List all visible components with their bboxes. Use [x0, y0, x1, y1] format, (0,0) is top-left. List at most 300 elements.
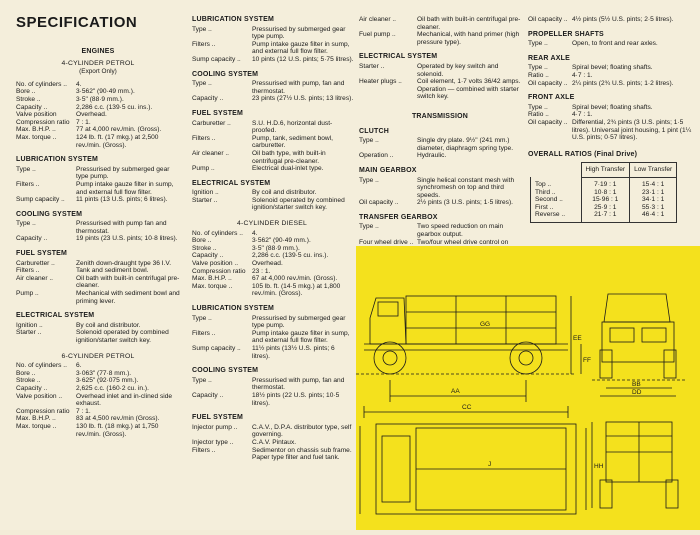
spec-value: 2¼ pints (2¾ U.S. pints; 1·2 litres). — [572, 79, 674, 87]
spec-key: Operation .. — [359, 152, 394, 160]
spec-value: Sedimentor on chassis sub frame. Paper type filter and fuel tank. — [252, 446, 352, 462]
ratio-low: 55·3 : 1 — [630, 204, 677, 212]
spec-list — [14, 322, 182, 345]
spec-value: 7 : 1. — [76, 407, 91, 415]
spec-list — [357, 16, 523, 46]
spec-value: Tank and sediment bowl. — [76, 267, 149, 275]
spec-row — [190, 447, 354, 462]
spec-list — [357, 137, 523, 160]
spec-row — [357, 177, 523, 200]
spec-row — [357, 137, 523, 152]
spec-key: Sump capacity .. — [16, 196, 65, 204]
spec-key: Valve position — [16, 111, 57, 119]
spec-key: Heater plugs .. — [359, 78, 402, 86]
spec-key: Air cleaner .. — [16, 274, 54, 282]
spec-key: Air cleaner .. — [192, 149, 230, 157]
spec-key: Ignition .. — [16, 321, 43, 329]
spec-key: Type .. — [192, 25, 212, 33]
ratio-row — [531, 196, 677, 204]
ratio-low: 34·1 : 1 — [630, 196, 677, 204]
spec-key: Sump capacity .. — [192, 344, 241, 352]
spec-row — [526, 119, 696, 142]
spec-list — [190, 424, 354, 462]
spec-value: 77 at 4,000 rev./min. (Gross). — [76, 126, 162, 134]
spec-key: Bore .. — [16, 369, 36, 377]
column-2 — [190, 16, 354, 462]
spec-value: 23 pints (27½ U.S. pints; 13 litres). — [252, 95, 354, 103]
spec-row — [190, 230, 354, 238]
spec-row — [14, 111, 182, 119]
spec-row — [14, 408, 182, 416]
spec-row — [526, 64, 696, 72]
spec-value: Oil bath type, with built-in centrifugal pre-cleaner. — [252, 149, 326, 165]
spec-value: Spiral bevel; floating shafts. — [572, 64, 653, 72]
spec-value: Pressurised with pump fan and thermostat. — [76, 220, 167, 235]
spec-row — [14, 267, 182, 275]
spec-value: 3·5" (88·9 mm.). — [252, 244, 300, 252]
spec-value: 10 pints (12 U.S. pints; 5·75 litres). — [252, 55, 354, 63]
ratio-row — [531, 211, 677, 222]
spec-row — [526, 111, 696, 119]
spec-row — [190, 275, 354, 283]
spec-key: Stroke .. — [16, 95, 41, 103]
section-overall-ratios: OVERALL RATIOS (Final Drive) — [528, 150, 638, 158]
spec-key: Pump .. — [16, 290, 39, 298]
spec-row — [357, 152, 523, 160]
spec-row — [14, 415, 182, 423]
spec-list — [526, 64, 696, 87]
spec-value: Two speed reduction on main gearbox output. — [417, 223, 504, 239]
dim-label: BB — [632, 381, 641, 388]
spec-row — [14, 96, 182, 104]
spec-value: 4½ pints (5½ U.S. pints; 2·5 litres). — [572, 16, 674, 23]
spec-key: Type .. — [528, 40, 548, 48]
ratio-header-high: High Transfer — [581, 163, 630, 178]
spec-key: Type .. — [359, 176, 379, 184]
spec-key: Filters .. — [16, 267, 40, 275]
ratio-header-low: Low Transfer — [630, 163, 677, 178]
spec-value: 4·7 : 1. — [572, 71, 593, 79]
spec-value: Hydraulic. — [417, 152, 447, 160]
section-electrical: ELECTRICAL SYSTEM — [359, 53, 438, 61]
spec-list — [190, 230, 354, 298]
spec-value: 23 : 1. — [252, 267, 271, 275]
spec-key: Type .. — [16, 165, 36, 173]
spec-key: Type .. — [192, 314, 212, 322]
section-electrical: ELECTRICAL SYSTEM — [16, 312, 95, 320]
section-petrol6: 6-CYLINDER PETROL — [61, 352, 135, 360]
spec-key: Type .. — [192, 80, 212, 88]
spec-row — [357, 63, 523, 78]
spec-row — [190, 120, 354, 135]
spec-row — [14, 235, 182, 243]
spec-row — [14, 260, 182, 268]
spec-key: Max. torque .. — [192, 282, 233, 290]
spec-row — [190, 95, 354, 103]
spec-row — [190, 424, 354, 439]
spec-value: Pressurised with pump, fan and thermostat. — [252, 376, 345, 392]
spec-row — [14, 393, 182, 408]
spec-key: Type .. — [528, 64, 548, 72]
spec-key: Filters .. — [16, 180, 40, 188]
spec-row — [526, 72, 696, 80]
spec-value: 4·7 : 1. — [572, 111, 593, 119]
spec-row — [526, 104, 696, 112]
spec-value: Differential, 2¾ pints (3 U.S. pints; 1·5 litres). Universal joint housing, 1 pint (1¼ U.S. pints; 0·57 litres). — [572, 118, 692, 142]
spec-row — [190, 283, 354, 298]
spec-value: Overhead. — [252, 260, 283, 268]
spec-key: Capacity .. — [192, 252, 224, 260]
spec-list — [14, 166, 182, 204]
spec-row — [14, 290, 182, 305]
ratio-gear: Second .. — [531, 196, 582, 204]
ratio-gear: Reverse .. — [531, 211, 582, 222]
spec-row — [14, 81, 182, 89]
section-fuel: FUEL SYSTEM — [16, 250, 68, 258]
ratio-table-body — [531, 177, 677, 222]
spec-row — [190, 439, 354, 447]
section-transmission: TRANSMISSION — [411, 112, 469, 120]
spec-row — [14, 377, 182, 385]
spec-value: Solenoid operated by combined ignition/starter switch key. — [252, 196, 345, 212]
spec-row — [190, 377, 354, 392]
spec-value: 7 : 1. — [76, 118, 91, 126]
spec-row — [190, 392, 354, 407]
spec-value: By coil and distributor. — [252, 189, 317, 197]
spec-key: Valve position .. — [16, 392, 63, 400]
section-rear-axle: REAR AXLE — [528, 54, 570, 62]
spec-list — [190, 189, 354, 212]
spec-row — [357, 31, 523, 46]
spec-value: Pump intake gauze filter in sump, and external full flow filter. — [252, 329, 350, 345]
spec-row — [14, 322, 182, 330]
spec-value: 11 pints (13 U.S. pints; 6 litres). — [76, 196, 168, 204]
spec-key: Injector pump .. — [192, 423, 238, 431]
spec-value: 4. — [76, 80, 82, 88]
spec-key: No. of cylinders .. — [192, 229, 243, 237]
spec-row — [190, 260, 354, 268]
spec-value: 2,286 c.c. (139·5 cu. ins.). — [252, 252, 329, 260]
spec-row — [14, 220, 182, 235]
dim-label: CC — [462, 404, 472, 411]
spec-key: Carburetter .. — [16, 259, 55, 267]
spec-value: Pressurised by submerged gear type pump. — [252, 314, 346, 330]
spec-list — [526, 104, 696, 142]
spec-key: Oil capacity .. — [359, 199, 399, 207]
spec-row — [190, 245, 354, 253]
column-3 — [357, 16, 523, 254]
section-propeller-shafts: PROPELLER SHAFTS — [528, 30, 604, 38]
ratio-row — [531, 189, 677, 197]
spec-value: Mechanical with sediment bowl and priming lever. — [76, 290, 180, 305]
spec-value: C.A.V. Pintaux. — [252, 438, 297, 446]
ratio-header-blank — [531, 163, 582, 178]
spec-value: 18½ pints (22 U.S. pints; 10·5 litres). — [252, 391, 340, 407]
spec-key: No. of cylinders .. — [16, 362, 67, 370]
top-view — [360, 424, 586, 514]
spec-value: 3·063" (77·8 mm.). — [76, 369, 132, 377]
spec-key: Compression ratio — [16, 407, 70, 415]
spec-row — [14, 423, 182, 438]
spec-value: 124 lb. ft. (17 mkg.) at 2,500 rev./min. (Gross). — [76, 133, 159, 149]
ratio-gear: Top .. — [531, 177, 582, 188]
spec-key: Type .. — [359, 223, 379, 231]
ratio-high: 7·19 : 1 — [581, 177, 630, 188]
dim-label: FF — [583, 357, 591, 364]
spec-value: Pump intake gauze filter in sump, and external full flow filter. — [76, 180, 174, 196]
spec-key: Oil capacity .. — [528, 16, 568, 23]
spec-list — [357, 63, 523, 101]
spec-key: Type .. — [16, 220, 36, 228]
dim-label: AA — [451, 388, 460, 395]
ratio-row — [531, 177, 677, 188]
spec-row — [14, 88, 182, 96]
section-transfer-gearbox: TRANSFER GEARBOX — [359, 213, 438, 221]
section-electrical: ELECTRICAL SYSTEM — [192, 179, 271, 187]
section-lubrication: LUBRICATION SYSTEM — [192, 16, 275, 23]
spec-row — [190, 26, 354, 41]
spec-list — [14, 81, 182, 149]
spec-value: Operated by key switch and solenoid. — [417, 62, 499, 78]
spec-list — [190, 26, 354, 64]
spec-key: Type .. — [359, 137, 379, 145]
spec-value: 3·562" (90·49 mm.). — [76, 88, 135, 96]
spec-value: 19 pints (23 U.S. pints; 10·8 litres). — [76, 235, 178, 243]
spec-row — [526, 80, 696, 88]
spec-list — [190, 80, 354, 103]
spec-row — [190, 56, 354, 64]
spec-key: Filters .. — [192, 134, 216, 142]
spec-key: Ratio .. — [528, 111, 549, 119]
spec-value: Single dry plate. 9½" (241 mm.) diameter, diaphragm spring type. — [417, 137, 514, 152]
section-cooling: COOLING SYSTEM — [192, 367, 259, 375]
spec-row — [190, 197, 354, 212]
spec-key: Fuel pump .. — [359, 31, 396, 39]
spec-key: Carburetter .. — [192, 119, 231, 127]
dim-label: EE — [573, 335, 582, 342]
page-title: SPECIFICATION — [16, 14, 138, 31]
spec-value: Pump intake gauze filter in sump, and external full flow filter. — [252, 40, 350, 56]
spec-row — [14, 275, 182, 290]
ratio-low: 15·4 : 1 — [630, 177, 677, 188]
ratio-high: 21·7 : 1 — [581, 211, 630, 222]
spec-value: Pressurised by submerged gear type pump. — [252, 25, 346, 41]
spec-row — [190, 135, 354, 150]
spec-value: Spiral bevel; floating shafts. — [572, 103, 653, 111]
spec-value: 6. — [76, 362, 82, 370]
spec-value: 11½ pints (13½ U.S. pints; 6 litres). — [252, 344, 335, 360]
spec-key: Oil capacity .. — [528, 79, 568, 87]
spec-list — [357, 177, 523, 207]
spec-row — [190, 165, 354, 173]
dim-label: GG — [480, 321, 491, 328]
dim-label: HH — [594, 463, 604, 470]
spec-row — [14, 362, 182, 370]
spec-list — [190, 377, 354, 407]
spec-list — [190, 120, 354, 173]
vehicle-dimension-drawing — [356, 246, 700, 530]
overall-ratios-table — [530, 162, 677, 223]
spec-row — [14, 119, 182, 127]
column-1 — [14, 14, 182, 438]
spec-row — [190, 189, 354, 197]
spec-row — [14, 385, 182, 393]
dim-label: J — [488, 461, 492, 468]
spec-row — [14, 329, 182, 344]
spec-key: Filters .. — [192, 329, 216, 337]
spec-row — [526, 16, 696, 24]
spec-row — [357, 199, 523, 207]
spec-key: Injector type .. — [192, 438, 234, 446]
spec-key: Capacity .. — [192, 95, 224, 103]
ratio-low: 23·1 : 1 — [630, 189, 677, 197]
spec-row — [14, 166, 182, 181]
spec-row — [190, 268, 354, 276]
spec-row — [14, 196, 182, 204]
ratio-gear: First .. — [531, 204, 582, 212]
spec-value: Coil element, 1·7 volts 36/42 amps. Operation — combined with starter switch key. — [417, 78, 521, 101]
spec-row — [526, 40, 696, 48]
spec-value: Zenith down-draught type 36 I.V. — [76, 259, 172, 267]
spec-value: Oil bath with built-in centrifugal pre-cleaner. — [417, 16, 521, 31]
spec-value: 105 lb. ft. (14·5 mkg.) at 1,800 rev./min. (Gross). — [252, 282, 341, 298]
spec-key: Stroke .. — [16, 377, 41, 385]
spec-value: 2½ pints (3 U.S. pints; 1·5 litres). — [417, 199, 514, 207]
spec-value: Overhead inlet and in-clined side exhaust. — [76, 392, 173, 408]
spec-key: Starter .. — [192, 196, 218, 204]
spec-key: Capacity .. — [16, 384, 48, 392]
spec-key: Max. torque .. — [16, 422, 57, 430]
section-lubrication: LUBRICATION SYSTEM — [16, 156, 99, 164]
section-petrol4: 4-CYLINDER PETROL — [61, 59, 135, 67]
spec-key: No. of cylinders .. — [16, 80, 67, 88]
spec-row — [190, 252, 354, 260]
spec-key: Pump .. — [192, 165, 215, 173]
spec-value: By coil and distributor. — [76, 321, 141, 329]
ratio-high: 15·96 : 1 — [581, 196, 630, 204]
section-fuel: FUEL SYSTEM — [192, 109, 244, 117]
section-cooling: COOLING SYSTEM — [192, 70, 259, 78]
spec-row — [357, 223, 523, 238]
section-lubrication: LUBRICATION SYSTEM — [192, 305, 275, 312]
spec-key: Max. B.H.P. .. — [16, 126, 56, 134]
spec-key: Stroke .. — [192, 244, 217, 252]
spec-value: Two/four wheel drive control on — [417, 238, 509, 246]
section-front-axle: FRONT AXLE — [528, 94, 575, 102]
spec-row — [190, 150, 354, 165]
spec-value: Mechanical, with hand primer (high pressure type). — [417, 31, 520, 46]
spec-key: Bore .. — [16, 88, 36, 96]
section-diesel4: 4-CYLINDER DIESEL — [237, 220, 307, 228]
spec-key: Ignition .. — [192, 189, 219, 197]
rear-view — [592, 422, 678, 508]
spec-value: 67 at 4,000 rev./min. (Gross). — [252, 275, 338, 283]
spec-key: Filters .. — [192, 446, 216, 454]
spec-key: Max. torque .. — [16, 133, 57, 141]
spec-value: Pump, tank, sediment bowl, carburetter. — [252, 134, 333, 150]
spec-value: Open, to front and rear axles. — [572, 40, 658, 48]
column-4 — [526, 16, 696, 223]
spec-key: Compression ratio — [192, 267, 246, 275]
spec-key: Air cleaner .. — [359, 16, 397, 23]
spec-key: Type .. — [192, 376, 212, 384]
spec-row — [14, 181, 182, 196]
spec-key: Max. B.H.P. .. — [192, 275, 232, 283]
spec-row — [14, 370, 182, 378]
spec-value: Pressurised with pump, fan and thermostat. — [252, 80, 345, 95]
spec-row — [190, 345, 354, 360]
ratio-row — [531, 204, 677, 212]
spec-key: Starter .. — [359, 62, 385, 70]
spec-value: 3·5" (88·9 mm.). — [76, 95, 124, 103]
section-cooling: COOLING SYSTEM — [16, 210, 83, 218]
spec-value: Oil bath with built-in centrifugal pre-cleaner. — [76, 274, 180, 290]
spec-value: C.A.V., D.P.A. distributor type, self governing. — [252, 423, 352, 439]
spec-value: 3·625" (92·075 mm.). — [76, 377, 139, 385]
spec-key: Type .. — [528, 103, 548, 111]
spec-row — [14, 126, 182, 134]
spec-key: Bore .. — [192, 237, 212, 245]
spec-key: Valve position .. — [192, 260, 239, 268]
spec-key: Compression ratio — [16, 118, 70, 126]
spec-row — [190, 330, 354, 345]
spec-list — [14, 220, 182, 243]
spec-value: Pressurised by submerged gear type pump. — [76, 165, 170, 181]
section-fuel: FUEL SYSTEM — [192, 414, 244, 422]
spec-value: Electrical dual-inlet type. — [252, 165, 324, 173]
spec-key: Capacity .. — [16, 103, 48, 111]
spec-row — [357, 78, 523, 101]
spec-key: Capacity .. — [16, 235, 48, 243]
spec-value: 2,625 c.c. (160·2 cu. in.). — [76, 384, 149, 392]
spec-value: 83 at 4,500 rev./min (Gross). — [76, 415, 160, 423]
spec-value: 2,286 c.c. (139·5 cu. ins.). — [76, 103, 153, 111]
vehicle-drawing-svg — [356, 246, 700, 530]
spec-row — [190, 80, 354, 95]
ratio-low: 46·4 : 1 — [630, 211, 677, 222]
spec-row — [190, 315, 354, 330]
spec-row — [190, 41, 354, 56]
spec-key: Four wheel drive .. — [359, 238, 414, 246]
spec-list — [190, 315, 354, 361]
spec-list — [14, 260, 182, 306]
dim-label: DD — [632, 389, 642, 396]
spec-value: Single helical constant mesh with synchromesh on top and third speeds. — [417, 176, 515, 199]
spec-key: Max. B.H.P. .. — [16, 415, 56, 423]
spec-list — [14, 362, 182, 438]
spec-key: Filters .. — [192, 40, 216, 48]
spec-key: Oil capacity .. — [528, 118, 568, 126]
section-main-gearbox: MAIN GEARBOX — [359, 166, 417, 174]
spec-key: Starter .. — [16, 329, 42, 337]
ratio-high: 10·8 : 1 — [581, 189, 630, 197]
spec-row — [357, 16, 523, 31]
spec-row — [14, 134, 182, 149]
spec-list — [526, 40, 696, 48]
spec-value: Overhead. — [76, 111, 107, 119]
side-view — [356, 296, 581, 418]
section-clutch: CLUTCH — [359, 127, 389, 135]
spec-list — [526, 16, 696, 24]
spec-value: Solenoid operated by combined ignition/starter switch key. — [76, 329, 169, 344]
spec-row — [190, 237, 354, 245]
spec-key: Ratio .. — [528, 71, 549, 79]
spec-value: 130 lb. ft. (18 mkg.) at 1,750 rev./min. (Gross). — [76, 422, 159, 438]
spec-row — [14, 104, 182, 112]
spec-key: Sump capacity .. — [192, 55, 241, 63]
ratio-high: 25·9 : 1 — [581, 204, 630, 212]
spec-key: Capacity .. — [192, 391, 224, 399]
